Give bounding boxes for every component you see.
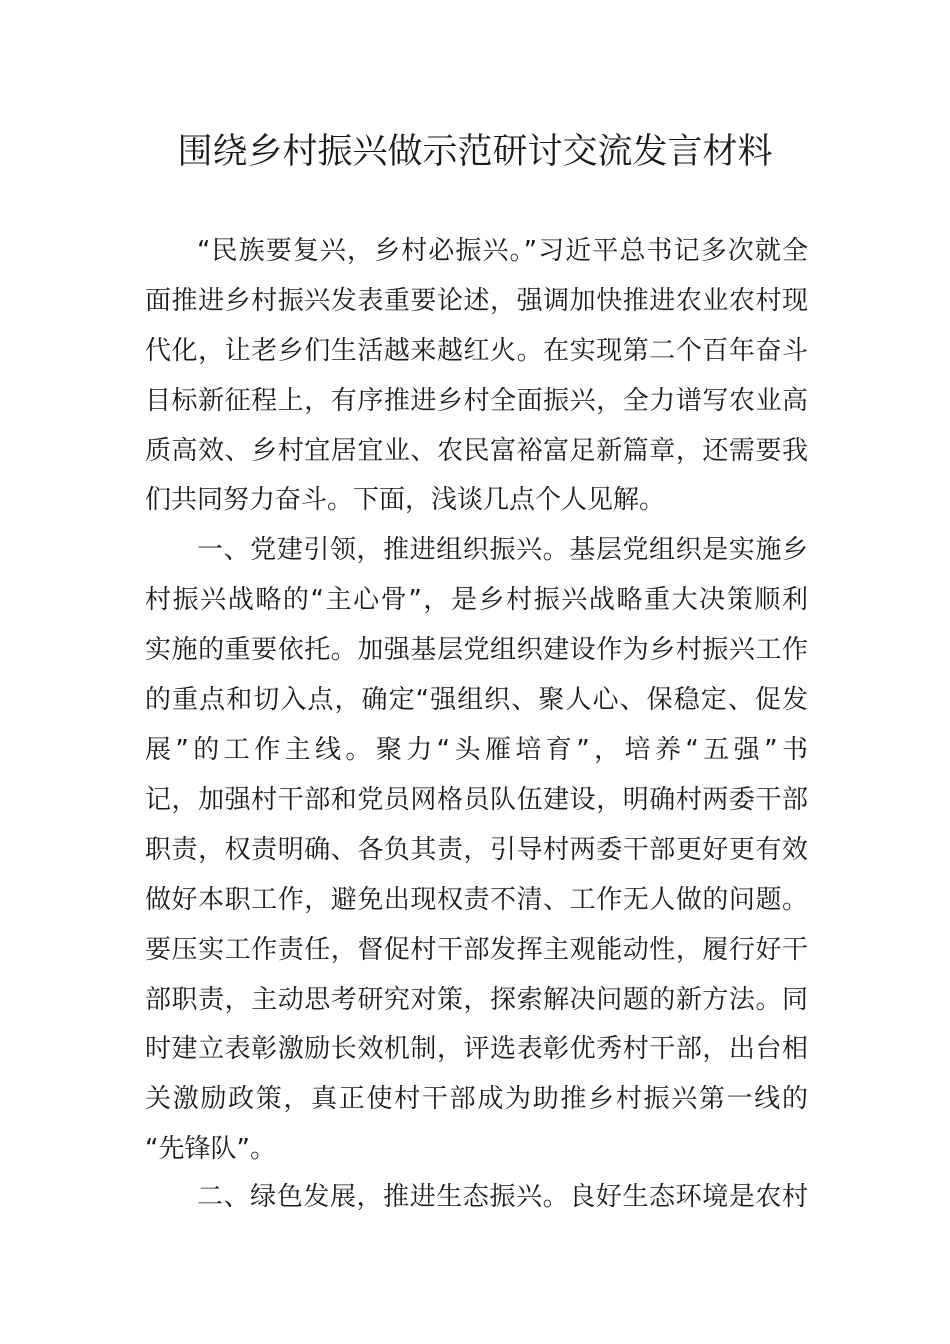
text-line: 村振兴战略的“主心骨”，是乡村振兴战略重大决策顺利: [145, 585, 808, 615]
text-line: 的重点和切入点，确定“强组织、聚人心、保稳定、促发: [145, 685, 808, 715]
text-line: 目标新征程上，有序推进乡村全面振兴，全力谱写农业高: [145, 386, 808, 416]
text-line: 一、党建引领，推进组织振兴。基层党组织是实施乡: [197, 535, 808, 565]
text-line: 关激励政策，真正使村干部成为助推乡村振兴第一线的: [145, 1084, 808, 1114]
text-line: 实施的重要依托。加强基层党组织建设作为乡村振兴工作: [145, 635, 808, 665]
text-line: 要压实工作责任，督促村干部发挥主观能动性，履行好干: [145, 935, 808, 965]
text-line: 职责，权责明确、各负其责，引导村两委干部更好更有效: [145, 835, 808, 865]
text-line: “先锋队”。: [145, 1134, 276, 1164]
text-line: 时建立表彰激励长效机制，评选表彰优秀村干部，出台相: [145, 1034, 808, 1064]
text-line: 部职责，主动思考研究对策，探索解决问题的新方法。同: [145, 985, 808, 1015]
text-line: 面推进乡村振兴发表重要论述，强调加快推进农业农村现: [145, 286, 808, 316]
text-line: 代化，让老乡们生活越来越红火。在实现第二个百年奋斗: [145, 336, 808, 366]
text-line: 展”的工作主线。聚力“头雁培育”，培养“五强”书: [145, 735, 808, 765]
text-line: 质高效、乡村宜居宜业、农民富裕富足新篇章，还需要我: [145, 436, 808, 466]
text-line: 做好本职工作，避免出现权责不清、工作无人做的问题。: [145, 885, 808, 915]
document-title: 围绕乡村振兴做示范研讨交流发言材料: [177, 132, 773, 172]
text-line: 记，加强村干部和党员网格员队伍建设，明确村两委干部: [145, 785, 808, 815]
text-line: “民族要复兴，乡村必振兴。”习近平总书记多次就全: [197, 236, 808, 266]
text-line: 二、绿色发展，推进生态振兴。良好生态环境是农村: [197, 1182, 808, 1212]
text-line: 们共同努力奋斗。下面，浅谈几点个人见解。: [145, 485, 666, 515]
